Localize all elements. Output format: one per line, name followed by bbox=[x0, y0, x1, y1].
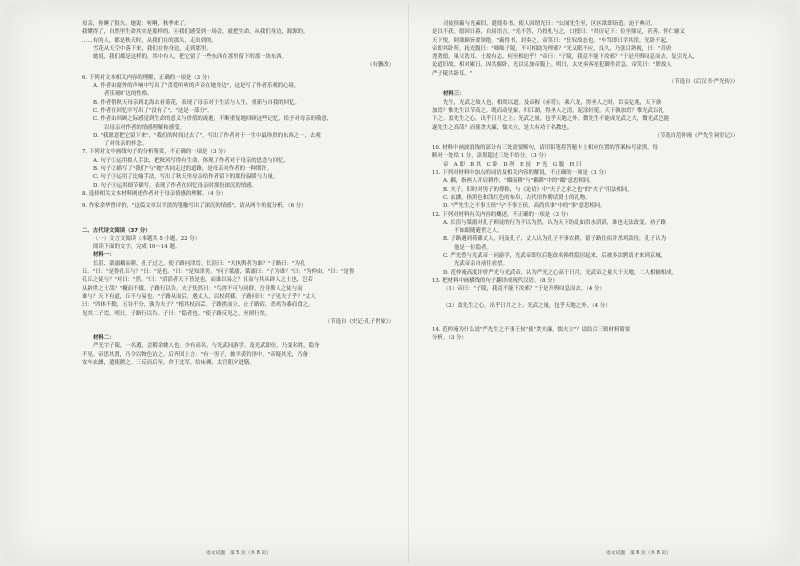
spacer bbox=[432, 318, 744, 326]
text-line: 分析。（3 分） bbox=[432, 335, 467, 342]
text-line: A. 耦，指两人并肩耕作，"耦而耕"与"耦耕"中的"耦"意思相同。 bbox=[443, 178, 595, 185]
text-line: 7. 下列对文中画线句子的分析鉴赏，不正确的一项是（3 分） bbox=[82, 149, 229, 156]
text-line: （节选自范仲淹《严先生祠堂记》） bbox=[654, 132, 738, 139]
text-line: 下之。盖先生之心，出乎日月之上；光武之量，包乎天地之外。微先生不能成光武之大，微光武岂能 bbox=[432, 116, 670, 123]
spacer bbox=[82, 219, 400, 227]
text-line: 帝 A 即 B 其 C 卧 D 所 E 抚 F 光 G 腹 H 曰 bbox=[443, 161, 582, 168]
text-line: 严光字子陵，一名遵，会稽余姚人也。少有高名，与光武同游学。及光武即位，乃变名姓，隐身 bbox=[93, 343, 320, 350]
text-line: 阅读下面的文字，完成 10～14 题。 bbox=[93, 244, 181, 251]
text-line: A. 长沮与桀溺对孔子师徒的行为不以为然，认为天下纷乱如洪水滔滔，谁也无法改变，劝子路 bbox=[443, 219, 666, 226]
text-line: 她说，我们都是这样的，其中有人，把它留了一些东西在那里留下的那一块东西。 bbox=[93, 54, 288, 61]
text-line: 见其二子焉。明日，子路行以告。子曰："隐者也。"使子路反见之。至则行矣。 bbox=[82, 310, 271, 317]
left-page-footer: 语文试题 第 5 页（共 8 页） bbox=[206, 551, 271, 556]
text-line: B. 夫子，旧时对男子的尊称，与《论语》中"夫子之求之也"的"夫子"用法相同。 bbox=[443, 186, 633, 193]
text-line: D. "我愿意把它留下来"，"我们的时间过去了"，写出了作者对于一生中最珍贵的东西之一，去观 bbox=[93, 132, 321, 139]
text-line: 遂先生之高哉？而使贪夫廉，懦夫立，是大有功于名教也。 bbox=[432, 124, 573, 131]
text-line: （一）文言文阅读（本题共 5 小题，22 分） bbox=[93, 235, 201, 242]
text-line: 雪花从天空中落下来，我们在你身边，走到那里。 bbox=[93, 45, 212, 52]
page-fold-line bbox=[408, 4, 409, 562]
text-line: 谁与？天下有道，丘不与易也。"子路从而后，遇丈人，以杖荷蓧。子路问曰："子见夫子乎？"丈人 bbox=[82, 293, 316, 300]
text-line: （有删改） bbox=[367, 62, 394, 69]
text-line: 13. 把材料中画横线的句子翻译成现代汉语。（8 分） bbox=[432, 277, 558, 284]
text-line: 不见。帝思其贤，乃令以物色访之。后齐国上言："有一男子，披羊裘钓泽中。"帝疑其光，乃备 bbox=[82, 351, 308, 358]
spacer bbox=[432, 294, 744, 302]
text-line: 材料二： bbox=[93, 335, 115, 342]
text-line: 6. 下列对文本相关内容的理解，正确的一项是（3 分） bbox=[82, 74, 213, 81]
text-line: C. 作者在回忆中写出了"没有了"，"这是一部分"。 bbox=[93, 107, 213, 114]
spacer bbox=[432, 310, 744, 318]
text-line: 者乐观旷达的性格。 bbox=[104, 91, 153, 98]
text-line: 严子陵共卧耳。" bbox=[432, 70, 473, 77]
text-line: A. 句子①运用拟人手法，把秋风写得有生命，体现了作者对于母亲的思念与回忆。 bbox=[93, 157, 289, 164]
text-line: 断对一处给 1 分，涂黑超过三处不给分。（3 分） bbox=[432, 153, 550, 160]
spacer bbox=[82, 211, 400, 219]
text-line: 天下悦，阿谀顺旨要领绝。"霸得书，封奏之。帝笑曰："狂奴故态也。"车驾即日幸其馆。光卧不起， bbox=[432, 37, 672, 44]
text-line: （节选自《后汉书·严光传》） bbox=[668, 79, 738, 86]
right-page-column bbox=[432, 20, 744, 342]
text-line: 先生，光武之故人也，相尚以道。及帝握《赤符》，乘六龙，得圣人之时，臣妾亿兆，天下孰 bbox=[443, 99, 662, 106]
text-line: 尧著德，巢父洗耳。士故有志，何至相迫乎！"帝曰："子陵，我竟不能下汝邪？"于是升舆叹息而去。复引光入， bbox=[432, 54, 699, 61]
text-line: 光武帝亲自前往看望。 bbox=[454, 261, 508, 268]
text-line: 了对母亲的怀念。 bbox=[104, 141, 148, 148]
text-line: 帝即其卧所，抚光腹曰："咄咄子陵，不可相助为理邪？"光又眠不应，良久，乃张目熟视，曰："昔唐 bbox=[432, 45, 672, 52]
text-line: 以母亲对作者的情感理解和感受。 bbox=[104, 124, 185, 131]
text-line: ……有的人，都是秋天时，从我们在的那头，走出到的。 bbox=[82, 37, 217, 44]
text-line: 丘。"曰："是鲁孔丘与？"曰："是也。"曰："是知津矣。"问于桀溺，桀溺曰："子为谁？"曰："为仲由。"曰："是鲁 bbox=[82, 269, 355, 276]
text-line: 安车玄纁，遣使聘之。三反而后至。舍于北军。给床褥，太官朝夕进膳。 bbox=[82, 359, 255, 366]
left-page-column bbox=[82, 20, 400, 367]
text-line: 司徒侯霸与光素旧，遣使奉书。使人因谓光曰："公闻先生至，区区欲即诣造。迫于典司， bbox=[443, 21, 656, 27]
text-line: C. 严光曾与光武帝一同游学，光武帝即位后他改名换姓隐居起来，后被多次聘请才来到京城， bbox=[443, 253, 666, 260]
text-line: 他是一位隐者。 bbox=[454, 244, 492, 251]
text-line: C. 作者由回顾之际感觉到生命的意义与价值的流逝，不断重复地回顾这些记忆，给予对母亲的敬意， bbox=[93, 116, 333, 123]
text-line: 从辟世之士哉？"耰而不辍。子路行以告。夫子怃然曰："鸟兽不可与同群，吾非斯人之徒与而 bbox=[82, 285, 303, 292]
text-line: （节选自《史记·孔子世家》） bbox=[324, 318, 394, 325]
text-line: 9. 作家余华曾评价，"这篇文章以平淡的笔触写出了深沉的情感"，请从两个角度分析。（6 分） bbox=[82, 203, 307, 210]
text-line: 材料三： bbox=[443, 91, 465, 98]
text-line: 8. 选择相关文本材料阐述作者对于母亲情感的理解。（4 分） bbox=[82, 190, 227, 197]
text-line: D. "严先生之不事王侯"与"不事王侯，高尚其事"中的"事"意思相同。 bbox=[443, 203, 606, 210]
text-line: 加焉？惟先生以节高之。既而动星象，归江湖，得圣人之清，泥涂轩冕，天下孰加焉？惟光武以礼 bbox=[432, 107, 664, 114]
text-line: 母亲，你睡了很久。她说：听啊，秋季来了。 bbox=[82, 21, 190, 27]
text-line: 我懂得了，自然里生命其实是那样的。⑥我们感受到一场会，就把生命，从我们身边，源源的。 bbox=[82, 29, 309, 36]
text-line: C. 玄纁，指黑色和浅红色的布帛，古代用作聘请贤士的礼物。 bbox=[443, 194, 591, 201]
text-line: 二、古代诗文阅读（37 分） bbox=[82, 227, 151, 234]
text-line: （2）盖先生之心，出乎日月之上；光武之量，包乎天地之外。（4 分） bbox=[443, 302, 611, 309]
text-line: 孔丘之徒与？"对曰："然。"曰："滔滔者天下皆是也，而谁以易之？且而与其从辟人之士也，岂若 bbox=[82, 277, 313, 284]
right-page-footer: 语文试题 第 6 页（共 8 页） bbox=[606, 551, 671, 556]
text-line: （1）帝曰："子陵，我竟不能下汝邪？"于是升舆叹息而去。（4 分） bbox=[443, 286, 605, 293]
text-line: B. 句子②描写了"我们"与"她"共同走过的道路，是母亲对作者的一种期许。 bbox=[93, 166, 273, 173]
text-line: D. 句子④运用细节描写，表现了作者在回忆母亲时那份深沉的情感。 bbox=[93, 182, 257, 189]
text-line: A. 作者由窗外的声响中写出了"喜爱听听的声音在她身边"，这是写了作者乐观的心境。 bbox=[93, 83, 300, 90]
spacer bbox=[82, 326, 400, 334]
text-line: 12. 下列对材料有关内容的概述，不正确的一项是（3 分） bbox=[432, 211, 572, 218]
text-line: D. 范仲淹高度评价严光与光武帝，认为严光之心高于日月，光武帝之量大于天地，二人相辅相成。 bbox=[443, 269, 677, 276]
text-line: B. 作者借秋天母亲到北海去看菊花，表现了母亲对于生活与人生，重新与自我的回忆。 bbox=[93, 99, 300, 106]
text-line: 材料一： bbox=[93, 252, 115, 259]
text-line: 是以不获。愿因日暮，自屈语言。"光不答，乃投札与之，口授曰："君房足下：位至鼎足，甚善。怀仁辅义 bbox=[432, 29, 685, 36]
text-line: 11. 下列对材料中加点的词语及相关内容的解说，不正确的一项是（3 分） bbox=[432, 170, 610, 177]
exam-sheet bbox=[6, 4, 794, 562]
text-line: 曰："四体不勤，五谷不分，孰为夫子？"植其杖而芸。子路拱而立。止子路宿，杀鸡为黍而食之， bbox=[82, 302, 314, 309]
text-line: 不如跟随避世之人。 bbox=[454, 228, 503, 235]
text-line: B. 子路遇到荷蓧丈人，问及孔子，丈人认为孔子不事农耕，留子路住宿并杀鸡款待，孔子认为 bbox=[443, 236, 667, 243]
text-line: 14. 范仲淹为什么说"严先生之不事王侯"使"贪夫廉，懦夫立"？请结合三则材料简要 bbox=[432, 326, 631, 333]
text-line: 论道旧故，相对累日。因共偃卧，光以足加帝腹上。明日，太史奏客星犯御坐甚急。帝笑曰："朕故人 bbox=[432, 62, 672, 69]
text-line: 长沮、桀溺耦而耕，孔子过之，使子路问津焉。长沮曰："夫执舆者为谁？"子路曰："为孔 bbox=[93, 260, 306, 267]
text-line: 10. 材料中画波浪线的部分有三处需要断句，请用铅笔将答题卡上相应位置的答案标号涂黑，每 bbox=[432, 145, 658, 152]
text-line: C. 句子③运用了比喻手法，写出了秋天里母亲给作者留下的那份温暖与力量。 bbox=[93, 174, 279, 181]
